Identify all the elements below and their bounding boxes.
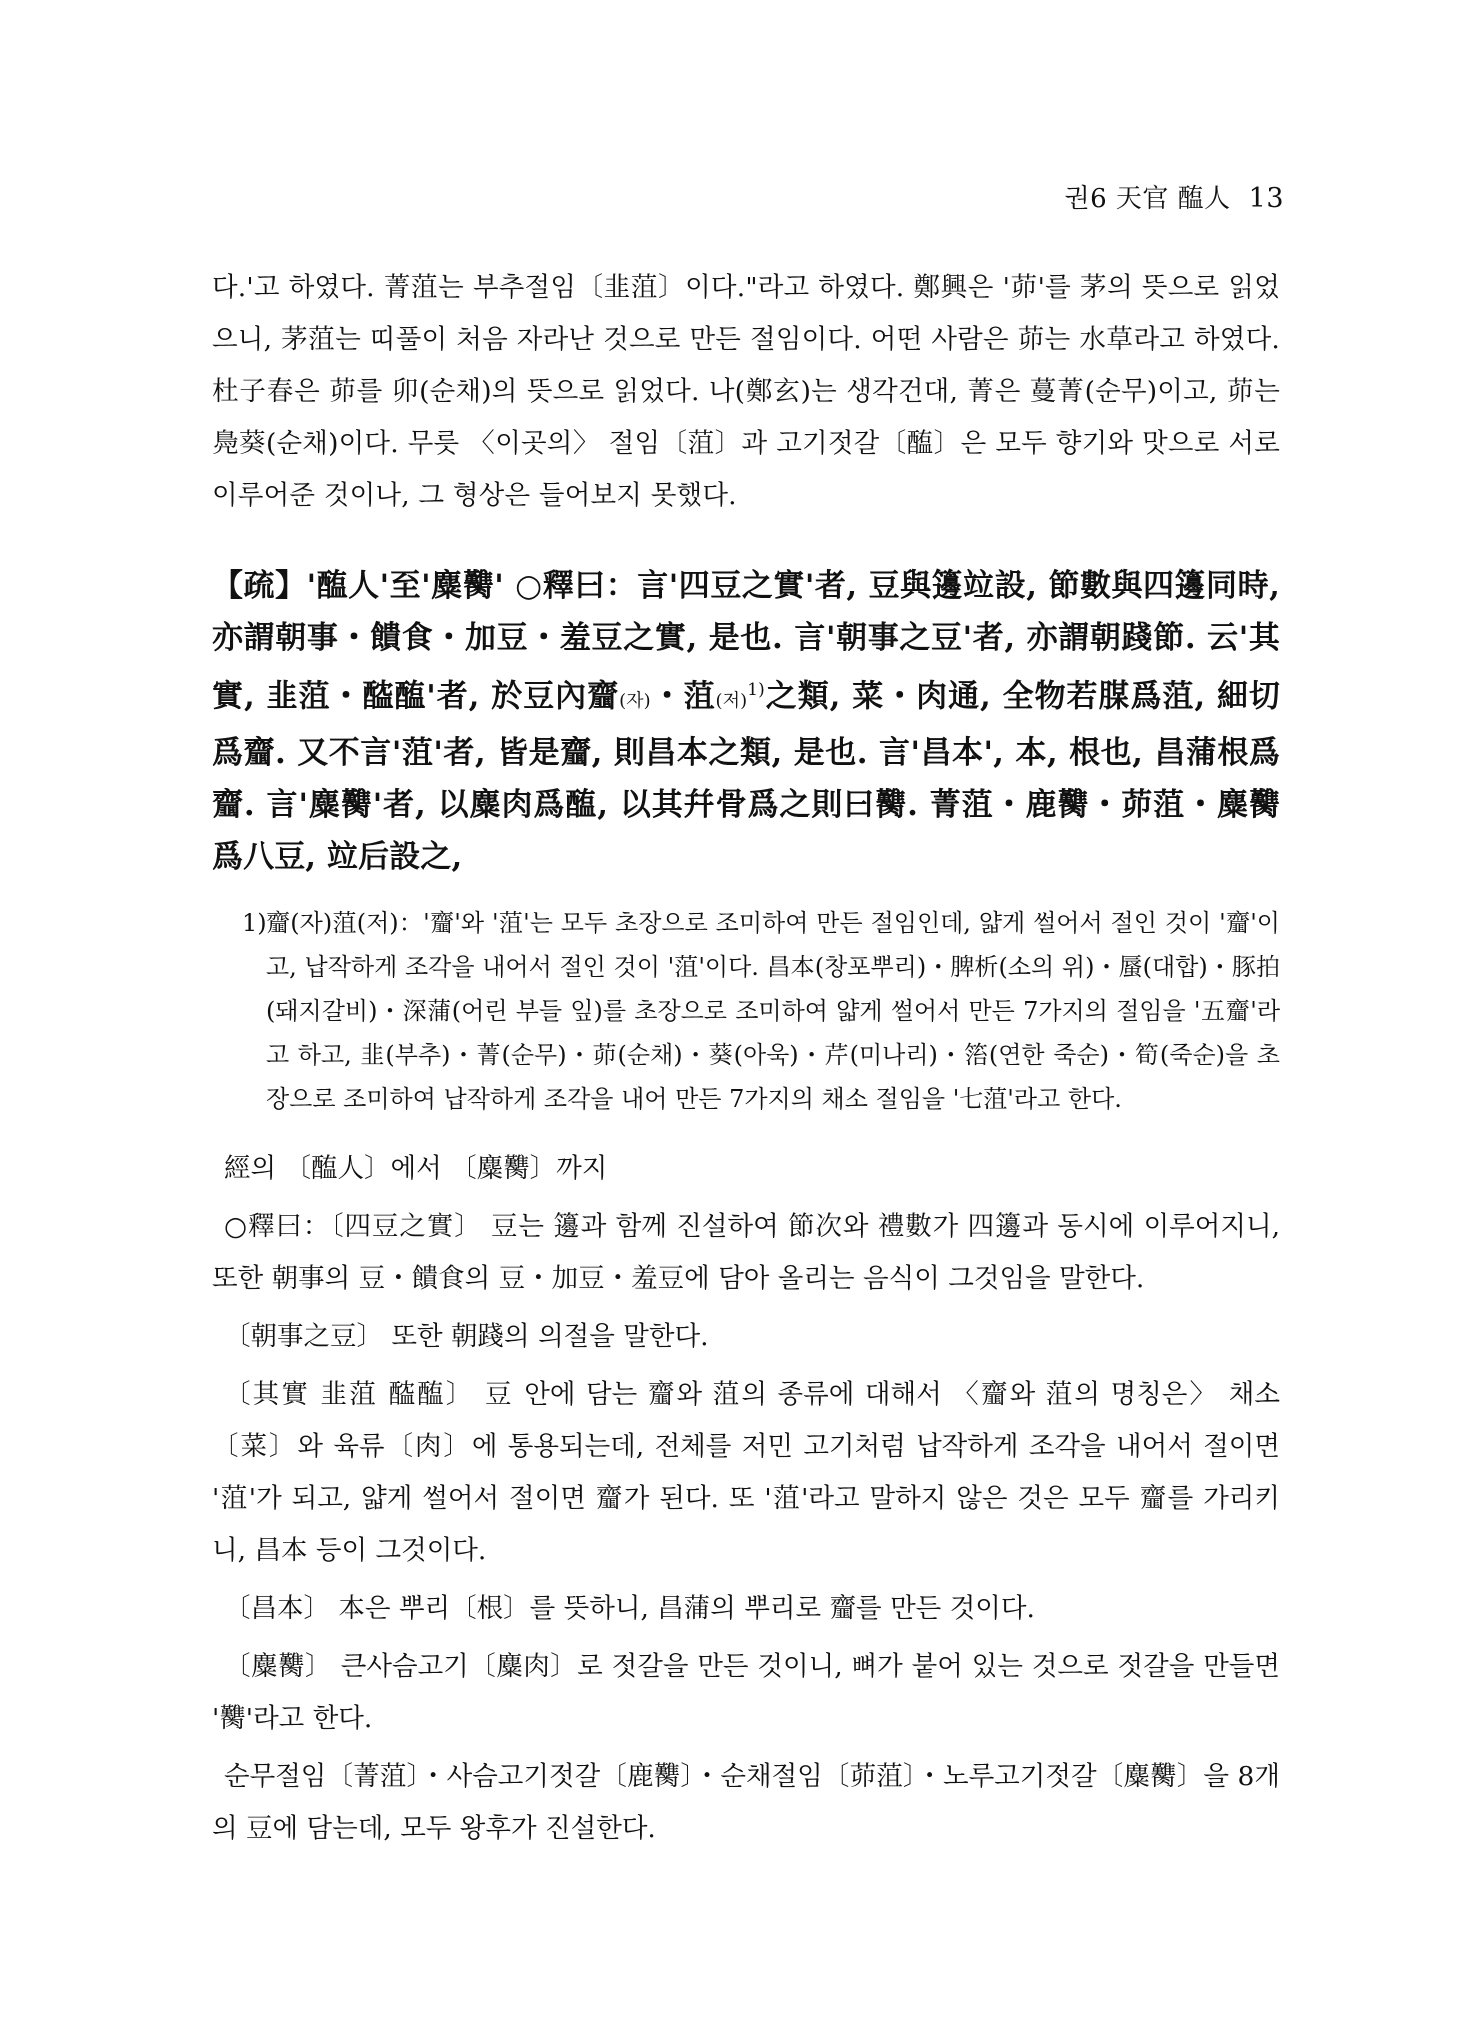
translation-paragraph: 〔其實 韭菹 醓醢〕 豆 안에 담는 齏와 菹의 종류에 대해서 〈齏와 菹의 명칭은〉 채소〔菜〕와 육류〔肉〕에 통용되는데, 전체를 저민 고기처럼 납작하게 조각을 내어서 절이면 '菹'가 되고, 얇게 썰어서 절이면 齏가 된다. 또 '菹'라고 말하지 않은 것은 모두 齏를 가리키니, 昌本 등이 그것이다. bbox=[212, 1379, 1280, 1567]
footnote-number: 1) bbox=[242, 909, 267, 938]
translation-paragraph: ○釋曰：〔四豆之實〕 豆는 籩과 함께 진설하여 節次와 禮數가 四籩과 동시에 이루어지니, 또한 朝事의 豆・饋食의 豆・加豆・羞豆에 담아 올리는 음식이 그것임을 말한다. bbox=[212, 1211, 1280, 1295]
section-heading: 經의 〔醢人〕에서 〔麋臡〕까지 bbox=[224, 1153, 608, 1185]
commentary-text: '醢人'至'麋臡' ○釋曰：言'四豆之實'者, 豆與籩竝設, 節數與四籩同時, 亦謂朝事・饋食・加豆・羞豆之實, 是也. 言'朝事之豆'者, 亦謂朝踐節. 云'其實, 韭菹・醓醢'者, 於豆內齏 bbox=[212, 568, 1280, 715]
translation-paragraph: 다.'고 하였다. 菁菹는 부추절임〔韭菹〕이다."라고 하였다. 鄭興은 '茆'를 茅의 뜻으로 읽었으니, 茅菹는 띠풀이 처음 자라난 것으로 만든 절임이다. 어떤 사람은 茆는 水草라고 하였다. 杜子春은 茆를 卯(순채)의 뜻으로 읽었다. 나(鄭玄)는 생각건대, 菁은 蔓菁(순무)이고, 茆는 鳧葵(순채)이다. 무릇 〈이곳의〉 절임〔菹〕과 고기젓갈〔醢〕은 모두 향기와 맛으로 서로 이루어준 것이나, 그 형상은 들어보지 못했다. bbox=[212, 272, 1280, 511]
running-header bbox=[1064, 178, 1284, 215]
footnote-reference[interactable]: 1) bbox=[747, 680, 765, 700]
commentary-tag: 【疏】 bbox=[212, 568, 307, 604]
page-content bbox=[212, 262, 1280, 1861]
commentary-text: 之類, 菜・肉通, 全物若腜爲菹, 細切爲齏. 又不言'菹'者, 皆是齏, 則昌本之類, 是也. 言'昌本', 本, 根也, 昌蒲根爲齏. 言'麋臡'者, 以麋肉爲醢, 以其幷骨爲之則曰臡. 菁菹・鹿臡・茆菹・麋臡爲八豆, 竝后設之, bbox=[212, 678, 1280, 876]
translation-paragraph: 〔昌本〕 本은 뿌리〔根〕를 뜻하니, 昌蒲의 뿌리로 齏를 만든 것이다. bbox=[224, 1593, 1035, 1625]
footnote-text: 齏(자)菹(저)：'齏'와 '菹'는 모두 초장으로 조미하여 만든 절임인데, 얇게 썰어서 절인 것이 '齏'이고, 납작하게 조각을 내어서 절인 것이 '菹'이다. 昌本(창포뿌리)・脾析(소의 위)・蜃(대합)・豚拍(돼지갈비)・深蒲(어린 부들 잎)를 초장으로 조미하여 얇게 썰어서 만든 7가지의 절임을 '五齏'라고 하고, 韭(부추)・菁(순무)・茆(순채)・葵(아욱)・芹(미나리)・箈(연한 죽순)・筍(죽순)을 초장으로 조미하여 납작하게 조각을 내어 만든 7가지의 채소 절임을 '七菹'라고 한다. bbox=[266, 909, 1280, 1114]
translation-section bbox=[212, 262, 1280, 522]
reading-gloss: (자) bbox=[619, 690, 651, 712]
commentary-text: ・菹 bbox=[650, 678, 716, 715]
footnote bbox=[212, 901, 1280, 1121]
commentary-translation-section bbox=[212, 1143, 1280, 1855]
running-title: 권6 天官 醢人 bbox=[1064, 184, 1231, 214]
translation-paragraph: 순무절임〔菁菹〕・사슴고기젓갈〔鹿臡〕・순채절임〔茆菹〕・노루고기젓갈〔麋臡〕을 8개의 豆에 담는데, 모두 왕후가 진설한다. bbox=[212, 1761, 1280, 1845]
commentary-section bbox=[212, 560, 1280, 883]
reading-gloss: (저) bbox=[715, 690, 748, 712]
commentary-paragraph bbox=[212, 560, 1280, 883]
page-number: 13 bbox=[1248, 183, 1284, 214]
translation-paragraph: 〔朝事之豆〕 또한 朝踐의 의절을 말한다. bbox=[224, 1321, 709, 1353]
translation-paragraph: 〔麋臡〕 큰사슴고기〔麋肉〕로 젓갈을 만든 것이니, 뼈가 붙어 있는 것으로 젓갈을 만들면 '臡'라고 한다. bbox=[212, 1651, 1280, 1735]
